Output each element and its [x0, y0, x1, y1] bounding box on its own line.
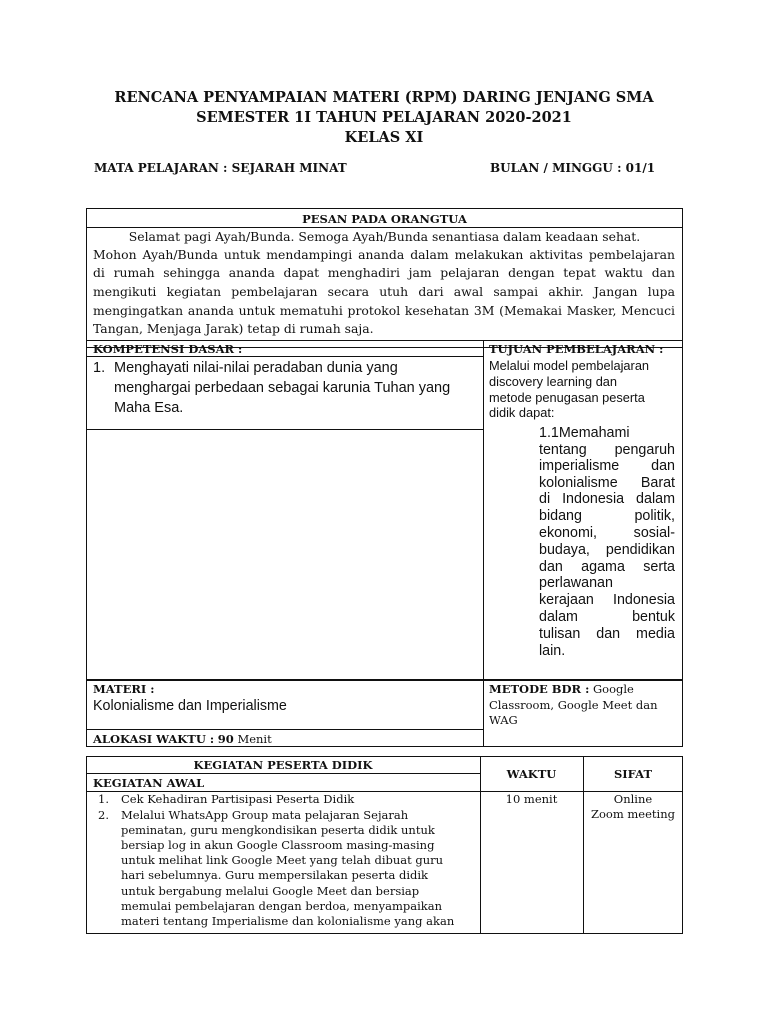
- objective-detail: dan agama serta: [539, 559, 675, 575]
- objective-detail: lain.: [539, 643, 566, 659]
- objective-intro: discovery learning dan: [489, 374, 618, 389]
- objective-detail: di Indonesia dalam: [539, 491, 675, 507]
- time-allocation: [93, 732, 272, 747]
- message-line: mengikuti kegiatan pembelajaran secara utuh dari awal sampai akhir. Jangan lupa: [93, 284, 675, 299]
- material-value: Kolonialisme dan Imperialisme: [93, 698, 287, 714]
- competency-text: Maha Esa.: [114, 400, 184, 416]
- method-value: Classroom, Google Meet dan: [489, 698, 658, 712]
- objective-detail: budaya, pendidikan: [539, 542, 675, 558]
- month-week-label: BULAN / MINGGU : 01/1: [490, 161, 656, 175]
- divider: [483, 340, 484, 680]
- objective-heading: TUJUAN PEMBELAJARAN :: [489, 342, 664, 356]
- activity-heading: KEGIATAN PESERTA DIDIK: [193, 758, 373, 772]
- activity-subheading: KEGIATAN AWAL: [93, 776, 205, 790]
- objective-detail: bidang politik,: [539, 508, 675, 524]
- activity-item-text: Melalui WhatsApp Group mata pelajaran Sejarah: [121, 808, 409, 822]
- column-header-type: SIFAT: [613, 767, 653, 781]
- competency-text: menghargai perbedaan sebagai karunia Tuhan yang: [114, 380, 451, 396]
- divider: [86, 773, 480, 774]
- method-text: [489, 682, 679, 697]
- time-allocation-heading: ALOKASI WAKTU :: [93, 732, 215, 746]
- message-line: di rumah sehingga ananda dapat menghadiri jam pelajaran dengan tepat waktu dan: [93, 265, 675, 280]
- activity-item-text: materi tentang Imperialisme dan kolonialisme yang akan: [121, 914, 455, 928]
- material-heading: MATERI :: [93, 682, 155, 696]
- activity-item-text: peminatan, guru mengkondisikan peserta didik untuk: [121, 823, 435, 837]
- activity-item-number: 1.: [98, 792, 109, 806]
- activity-item-text: memulai pembelajaran dengan berdoa, menyampaikan: [121, 899, 442, 913]
- objective-detail: ekonomi, sosial-: [539, 525, 675, 541]
- divider: [86, 729, 484, 730]
- method-value: WAG: [489, 713, 518, 727]
- divider: [86, 429, 483, 430]
- objective-intro: Melalui model pembelajaran: [489, 358, 650, 373]
- column-header-time: WAKTU: [506, 767, 557, 781]
- objective-detail: tulisan dan media: [539, 626, 675, 642]
- time-allocation-unit: Menit: [237, 732, 272, 746]
- message-line: mengingatkan ananda untuk mematuhi protokol kesehatan 3M (Memakai Masker, Mencuci: [93, 303, 675, 318]
- activity-item-text: bersiap log in akun Google Classroom masing-masing: [121, 838, 435, 852]
- message-greeting: Selamat pagi Ayah/Bunda. Semoga Ayah/Bunda senantiasa dalam keadaan sehat.: [128, 229, 641, 244]
- objective-detail: kerajaan Indonesia: [539, 592, 675, 608]
- objective-detail: kolonialisme Barat: [539, 475, 675, 491]
- competency-heading: KOMPETENSI DASAR :: [93, 342, 243, 356]
- page-title-line-3: KELAS XI: [344, 129, 424, 146]
- activity-type: Online: [613, 792, 653, 806]
- activity-item-text: untuk melihat link Google Meet yang telah dibuat guru: [121, 853, 444, 867]
- objective-detail: tentang pengaruh: [539, 442, 675, 458]
- divider: [583, 756, 584, 934]
- objective-detail: dalam bentuk: [539, 609, 675, 625]
- activity-item-number: 2.: [98, 808, 109, 822]
- divider: [480, 756, 481, 934]
- objective-detail: perlawanan: [539, 575, 613, 591]
- activity-type: Zoom meeting: [591, 807, 675, 821]
- activity-time: 10 menit: [505, 792, 558, 806]
- activity-item-text: Cek Kehadiran Partisipasi Peserta Didik: [121, 792, 355, 806]
- page-title-line-2: SEMESTER 1I TAHUN PELAJARAN 2020-2021: [196, 109, 572, 126]
- method-heading: METODE BDR :: [489, 682, 590, 696]
- subject-label: MATA PELAJARAN : SEJARAH MINAT: [94, 161, 347, 175]
- method-value: Google: [592, 682, 634, 696]
- competency-text: Menghayati nilai-nilai peradaban dunia yang: [114, 360, 398, 376]
- objective-detail: imperialisme dan: [539, 458, 675, 474]
- time-allocation-amount: 90: [217, 732, 234, 746]
- objective-detail: 1.1Memahami: [539, 425, 630, 441]
- message-line: Mohon Ayah/Bunda untuk mendampingi ananda dalam melakukan aktivitas pembelajaran: [93, 247, 675, 262]
- activity-item-text: untuk bergabung melalui Google Meet dan bersiap: [121, 884, 420, 898]
- message-line: Tangan, Menjaga Jarak) tetap di rumah saja.: [93, 321, 374, 336]
- page-title-line-1: RENCANA PENYAMPAIAN MATERI (RPM) DARING JENJANG SMA: [114, 89, 654, 106]
- activity-item-text: hari sebelumnya. Guru mempersilakan peserta didik: [121, 868, 429, 882]
- objective-intro: didik dapat:: [489, 405, 555, 420]
- message-heading: PESAN PADA ORANGTUA: [302, 212, 467, 226]
- objective-intro: metode penugasan peserta: [489, 390, 645, 405]
- competency-number: 1.: [93, 360, 106, 376]
